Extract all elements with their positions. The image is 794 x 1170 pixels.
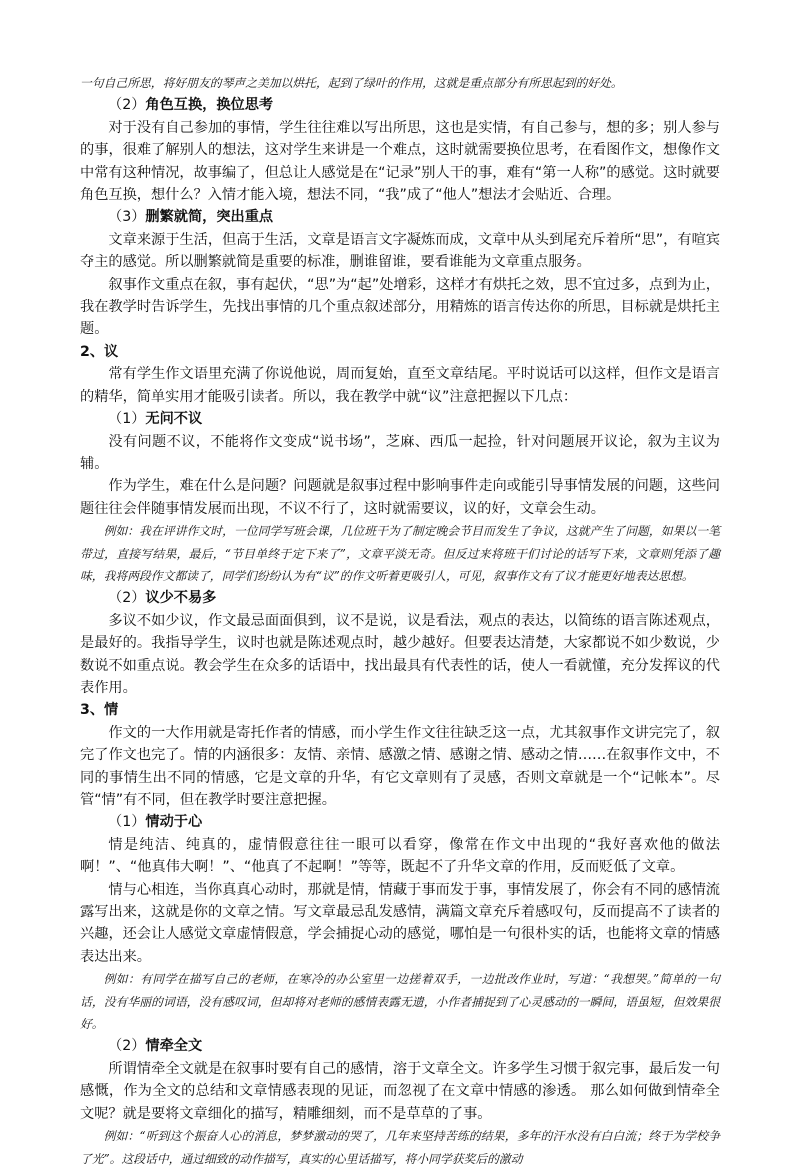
body-paragraph: 情与心相连，当你真真心动时，那就是情，情藏于事而发于事，事情发展了，你会有不同的感情流露写出来，这就是你的文章之情。写文章最忌乱发感情，满篇文章充斥着感叹句，反而提高不了读者的兴趣，还会让人感觉文章虚情假意，学会捕捉心动的感觉，哪怕是一句很朴实的话，也能将文章的情感表达出来。 bbox=[80, 881, 720, 965]
section-subheading bbox=[80, 587, 720, 609]
subheading-title: 情动于心 bbox=[145, 814, 203, 831]
subheading-number: （3） bbox=[108, 209, 146, 226]
subheading-number: （1） bbox=[108, 411, 146, 428]
body-paragraph: 没有问题不议，不能将作文变成“说书场”，芝麻、西瓜一起捡，针对问题展开议论，叙为主议为辅。 bbox=[80, 433, 720, 472]
section-subheading bbox=[80, 206, 720, 228]
body-paragraph: 文章来源于生活，但高于生活，文章是语言文字凝炼而成，文章中从头到尾充斥着所“思”，有喧宾夺主的感觉。所以删繁就简是重要的标准，删谁留谁，要看谁能为文章重点服务。 bbox=[80, 231, 720, 271]
body-paragraph: 叙事作文重点在叙，事有起伏，“思”为“起”处增彩，这样才有烘托之效，思不宜过多，点到为止，我在教学时告诉学生，先找出事情的几个重点叙述部分，用精炼的语言传达你的所思，目标就是烘托主题。 bbox=[80, 276, 720, 338]
subheading-number: （2） bbox=[108, 97, 146, 114]
body-paragraph: 对于没有自己参加的事情，学生往往难以写出所思，这也是实情，有自己参与，想的多；别人参与的事，很难了解别人的想法，这对学生来讲是一个难点，这时就需要换位思考，在看图作文，想像作文中常有这种情况，故事编了，但总让人感觉是在“记录”别人干的事，难有“第一人称”的感觉。这时就要角色互换，想什么？入情才能入境，想法不同，“我”成了“他人”想法才会贴近、合理。 bbox=[80, 119, 720, 204]
subheading-title: 情牵全文 bbox=[145, 1038, 203, 1055]
document-page bbox=[80, 72, 720, 1170]
example-paragraph: 例如：有同学在描写自己的老师，在寒冷的办公室里一边搓着双手，一边批改作业时，写道：“我想哭。”简单的一句话，没有华丽的词语，没有感叹词，但却将对老师的感情表露无遗，小作者捕捉到了心灵感动的一瞬间，语虽短，但效果很好。 bbox=[80, 972, 720, 1032]
section-subheading bbox=[80, 408, 720, 430]
section-subheading bbox=[80, 94, 720, 116]
subheading-title: 角色互换，换位思考 bbox=[145, 97, 274, 114]
section-subheading bbox=[80, 811, 720, 833]
subheading-title: 删繁就简，突出重点 bbox=[145, 209, 274, 226]
example-paragraph: 例如：我在评讲作文时，一位同学写班会课，几位班干为了制定晚会节目而发生了争议，这就产生了问题，如果以一笔带过，直接写结果，最后，“节目单终于定下来了”，文章平淡无奇。但反过来将班干们讨论的话写下来，文章则凭添了趣味，我将两段作文都读了，同学们纷纷认为有“议”的作文听着更吸引人，可见，叙事作文有了议才能更好地表达思想。 bbox=[80, 524, 720, 583]
subheading-number: （2） bbox=[108, 590, 146, 607]
body-paragraph: 作为学生，难在什么是问题？问题就是叙事过程中影响事件走向或能引导事情发展的问题，这些问题往往会伴随事情发展而出现，不议不行了，这时就需要议，议的好，文章会生动。 bbox=[80, 478, 720, 517]
example-paragraph: 例如：“听到这个振奋人心的消息，梦梦激动的哭了，几年来坚持苦练的结果，多年的汗水没有白白流；终于为学校争了光”。这段话中，通过细致的动作描写，真实的心里话描写，将小同学获奖后的激动 bbox=[80, 1129, 720, 1166]
section-heading: 2、议 bbox=[80, 343, 119, 360]
subheading-number: （1） bbox=[108, 814, 146, 831]
subheading-title: 无问不议 bbox=[145, 411, 203, 428]
body-paragraph: 作文的一大作用就是寄托作者的情感，而小学生作文往往缺乏这一点，尤其叙事作文讲完完了，叙完了作文也完了。情的内涵很多：友情、亲情、感激之情、感谢之情、感动之情……在叙事作文中，不同的事情生出不同的情感，它是文章的升华，有它文章则有了灵感，否则文章就是一个“记帐本”。尽管“情”有不同，但在教学时要注意把握。 bbox=[80, 724, 720, 808]
section-subheading bbox=[80, 1035, 720, 1057]
subheading-number: （2） bbox=[108, 1038, 146, 1055]
body-paragraph: 所谓情牵全文就是在叙事时要有自己的感情，溶于文章全文。许多学生习惯于叙完事，最后发一句感慨，作为全文的总结和文章情感表现的见证，而忽视了在文章中情感的渗透。 那么如何做到情牵全文呢？就是要将文章细化的描写，精雕细刻，而不是草草的了事。 bbox=[80, 1060, 720, 1122]
body-paragraph: 多议不如少议，作文最忌面面俱到，议不是说，议是看法，观点的表达，以简练的语言陈述观点，是最好的。我指导学生，议时也就是陈述观点时，越少越好。但要表达清楚，大家都说不如少数说，少数说不如重点说。教会学生在众多的话语中，找出最具有代表性的话，使人一看就懂，充分发挥议的代表作用。 bbox=[80, 612, 720, 696]
body-paragraph: 常有学生作文语里充满了你说他说，周而复始，直至文章结尾。平时说话可以这样，但作文是语言的精华，简单实用才能吸引读者。所以，我在教学中就“议”注意把握以下几点： bbox=[80, 366, 720, 405]
section-heading: 3、情 bbox=[80, 702, 119, 719]
example-paragraph: 一句自己所思，将好朋友的琴声之美加以烘托，起到了绿叶的作用，这就是重点部分有所思起到的好处。 bbox=[80, 76, 623, 90]
subheading-title: 议少不易多 bbox=[145, 590, 217, 607]
body-paragraph: 情是纯洁、纯真的，虚情假意往往一眼可以看穿，像常在作文中出现的“我好喜欢他的做法啊！”、“他真伟大啊！”、“他真了不起啊！”等等，既起不了升华文章的作用，反而贬低了文章。 bbox=[80, 836, 720, 876]
